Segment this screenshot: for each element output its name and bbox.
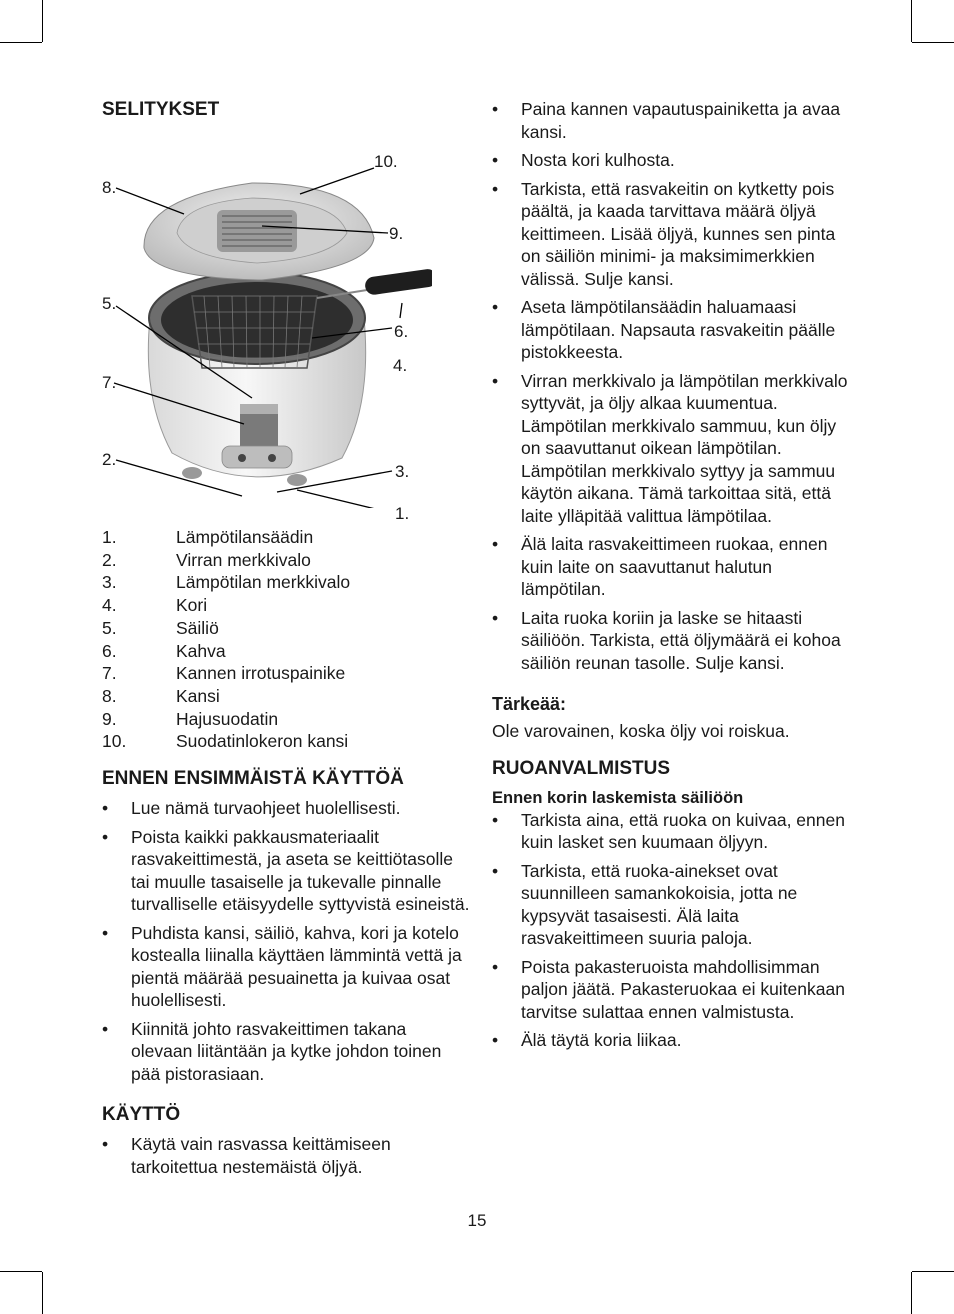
crop-mark xyxy=(42,1272,43,1314)
list-item: • Puhdista kansi, säiliö, kahva, kori ja kotelo kostealla liinalla käyttäen lämmintä vettä ja pientä määrää pesuainetta ja kuivaa osat huolellisesti. xyxy=(102,922,472,1012)
left-column xyxy=(102,98,472,1184)
callout-2: 2. xyxy=(102,450,117,469)
list-item: • Laita ruoka koriin ja laske se hitaasti säiliöön. Tarkista, että öljymäärä ei kohoa säiliön reunan tasolle. Sulje kansi. xyxy=(492,607,854,675)
list-item: • Lue nämä turvaohjeet huolellisesti. xyxy=(102,797,472,820)
important-text: Ole varovainen, koska öljy voi roiskua. xyxy=(492,721,790,741)
fryer-illustration xyxy=(102,128,432,508)
crop-mark xyxy=(911,1272,912,1314)
right-column xyxy=(492,98,854,1058)
callout-3: 3. xyxy=(395,462,410,481)
page-number: 15 xyxy=(467,1211,487,1230)
list-item: • Paina kannen vapautuspainiketta ja avaa kansi. xyxy=(492,98,854,143)
cooking-list xyxy=(492,809,854,1052)
callout-9: 9. xyxy=(389,224,404,243)
list-item: • Poista pakasteruoista mahdollisimman paljon jäätä. Pakasteruokaa ei kuitenkaan tarvitse sulattaa ennen valmistusta. xyxy=(492,956,854,1024)
before-first-use-heading: ENNEN ENSIMMÄISTÄ KÄYTTÖÄ xyxy=(102,768,404,790)
list-item: • Tarkista, että ruoka-ainekset ovat suunnilleen samankokoisia, jotta ne kypsyvät tasaisesti. Älä laita rasvakeittimeen suuria paloja. xyxy=(492,860,854,950)
legend-row: 1. Lämpötilansäädin xyxy=(102,527,314,547)
crop-mark xyxy=(912,42,954,43)
use-heading: KÄYTTÖ xyxy=(102,1104,181,1126)
list-item: • Tarkista, että rasvakeitin on kytketty pois päältä, ja kaada tarvittava määrä öljyä keittimeen. Lisää öljyä, kunnes sen pinta on säiliön minimi- ja maksimimerkkien välissä. Sulje kansi. xyxy=(492,178,854,291)
legend-row: 7. Kannen irrotuspainike xyxy=(102,663,346,684)
list-item: • Älä täytä koria liikaa. xyxy=(492,1029,854,1052)
crop-mark xyxy=(0,1271,42,1272)
list-item: • Aseta lämpötilansäädin haluamaasi lämpötilaan. Napsauta rasvakeitin päälle pistokkeesta. xyxy=(492,296,854,364)
legend-row: 10. Suodatinlokeron kansi xyxy=(102,731,349,752)
important-heading: Tärkeää: xyxy=(492,694,567,714)
cooking-heading: RUOANVALMISTUS xyxy=(492,757,671,779)
crop-mark xyxy=(42,0,43,42)
list-item: • Poista kaikki pakkausmateriaalit rasvakeittimestä, ja aseta se keittiötasolle tai muulle tasaiselle ja tukevalle pinnalle turvalliselle etäisyydelle syttyvistä esineistä. xyxy=(102,826,472,916)
fryer-diagram xyxy=(102,128,432,523)
cooking-subheading: Ennen korin laskemista säiliöön xyxy=(492,788,744,807)
callout-6: 6. xyxy=(394,322,409,341)
crop-mark xyxy=(0,42,42,43)
callout-10: 10. xyxy=(374,152,398,171)
legend-row: 6. Kahva xyxy=(102,640,226,661)
callout-1: 1. xyxy=(395,504,410,523)
legend-row: 2. Virran merkkivalo xyxy=(102,549,311,570)
before-first-use-list xyxy=(102,797,472,1085)
use-continued-list xyxy=(492,98,854,674)
list-item: • Tarkista aina, että ruoka on kuivaa, ennen kuin lasket sen kuumaan öljyyn. xyxy=(492,809,854,854)
list-item: • Virran merkkivalo ja lämpötilan merkkivalo syttyvät, ja öljy alkaa kuumentua. Lämpötilan merkkivalo sammuu, kun öljy on saavuttanut oikean lämpötilan. Lämpötilan merkkivalo syttyy ja sammuu käytön aikana. Tämä tarkoittaa sitä, että laite ylläpitää valittua lämpötilaa. xyxy=(492,370,854,528)
legend-row: 4. Kori xyxy=(102,595,208,616)
crop-mark xyxy=(911,0,912,42)
list-item: • Älä laita rasvakeittimeen ruokaa, ennen kuin laite on saavuttanut halutun lämpötilan. xyxy=(492,533,854,601)
callout-5: 5. xyxy=(102,294,117,313)
list-item: • Kiinnitä johto rasvakeittimen takana olevaan liitäntään ja kytke johdon toinen pää pistorasiaan. xyxy=(102,1018,472,1086)
callout-8: 8. xyxy=(102,178,117,197)
legend-row: 8. Kansi xyxy=(102,685,220,706)
use-list xyxy=(102,1133,472,1178)
list-item: • Käytä vain rasvassa keittämiseen tarkoitettua nestemäistä öljyä. xyxy=(102,1133,472,1178)
legend-row: 9. Hajusuodatin xyxy=(102,708,279,729)
parts-legend xyxy=(102,526,472,753)
callout-4: 4. xyxy=(393,356,408,375)
legend-heading: SELITYKSET xyxy=(102,99,220,120)
legend-row: 3. Lämpötilan merkkivalo xyxy=(102,572,351,593)
legend-row: 5. Säiliö xyxy=(102,617,219,638)
crop-mark xyxy=(912,1271,954,1272)
callout-7: 7. xyxy=(102,373,117,392)
list-item: • Nosta kori kulhosta. xyxy=(492,149,854,172)
